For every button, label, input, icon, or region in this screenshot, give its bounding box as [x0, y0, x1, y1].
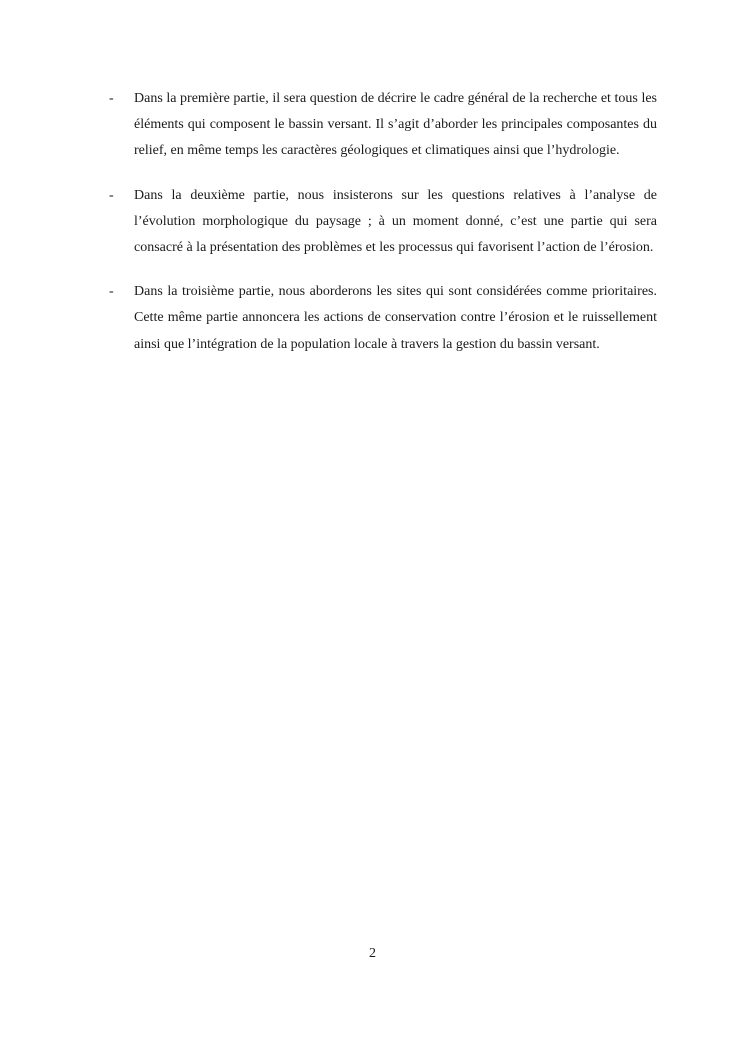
- list-bullet: -: [109, 91, 114, 106]
- section-outline-list: [109, 86, 657, 376]
- list-bullet: -: [109, 284, 114, 300]
- list-item-first-part: [109, 86, 657, 165]
- list-item-text: Dans la première partie, il sera question de décrire le cadre général de la recherche et tous les éléments qui composent le bassin versant. Il s’agit d’aborder les principales composantes du relief, en même temps les caractères géologiques et climatiques ainsi que l’hydrologie.: [134, 91, 657, 159]
- list-item-third-part: [109, 279, 657, 358]
- list-item-second-part: [109, 183, 657, 262]
- list-item-text: Dans la troisième partie, nous aborderons les sites qui sont considérées comme prioritaires. Cette même partie annoncera les actions de conservation contre l’érosion et le ruissellement ainsi que l’intégration de la population locale à travers la gestion du bassin versant.: [134, 284, 657, 352]
- page-number: 2: [369, 946, 376, 961]
- list-bullet: -: [109, 187, 114, 203]
- list-item-text: Dans la deuxième partie, nous insisterons sur les questions relatives à l’analyse de l’évolution morphologique du paysage ; à un moment donné, c’est une partie qui sera consacré à la présentation des problèmes et les processus qui favorisent l’action de l’érosion.: [134, 187, 657, 256]
